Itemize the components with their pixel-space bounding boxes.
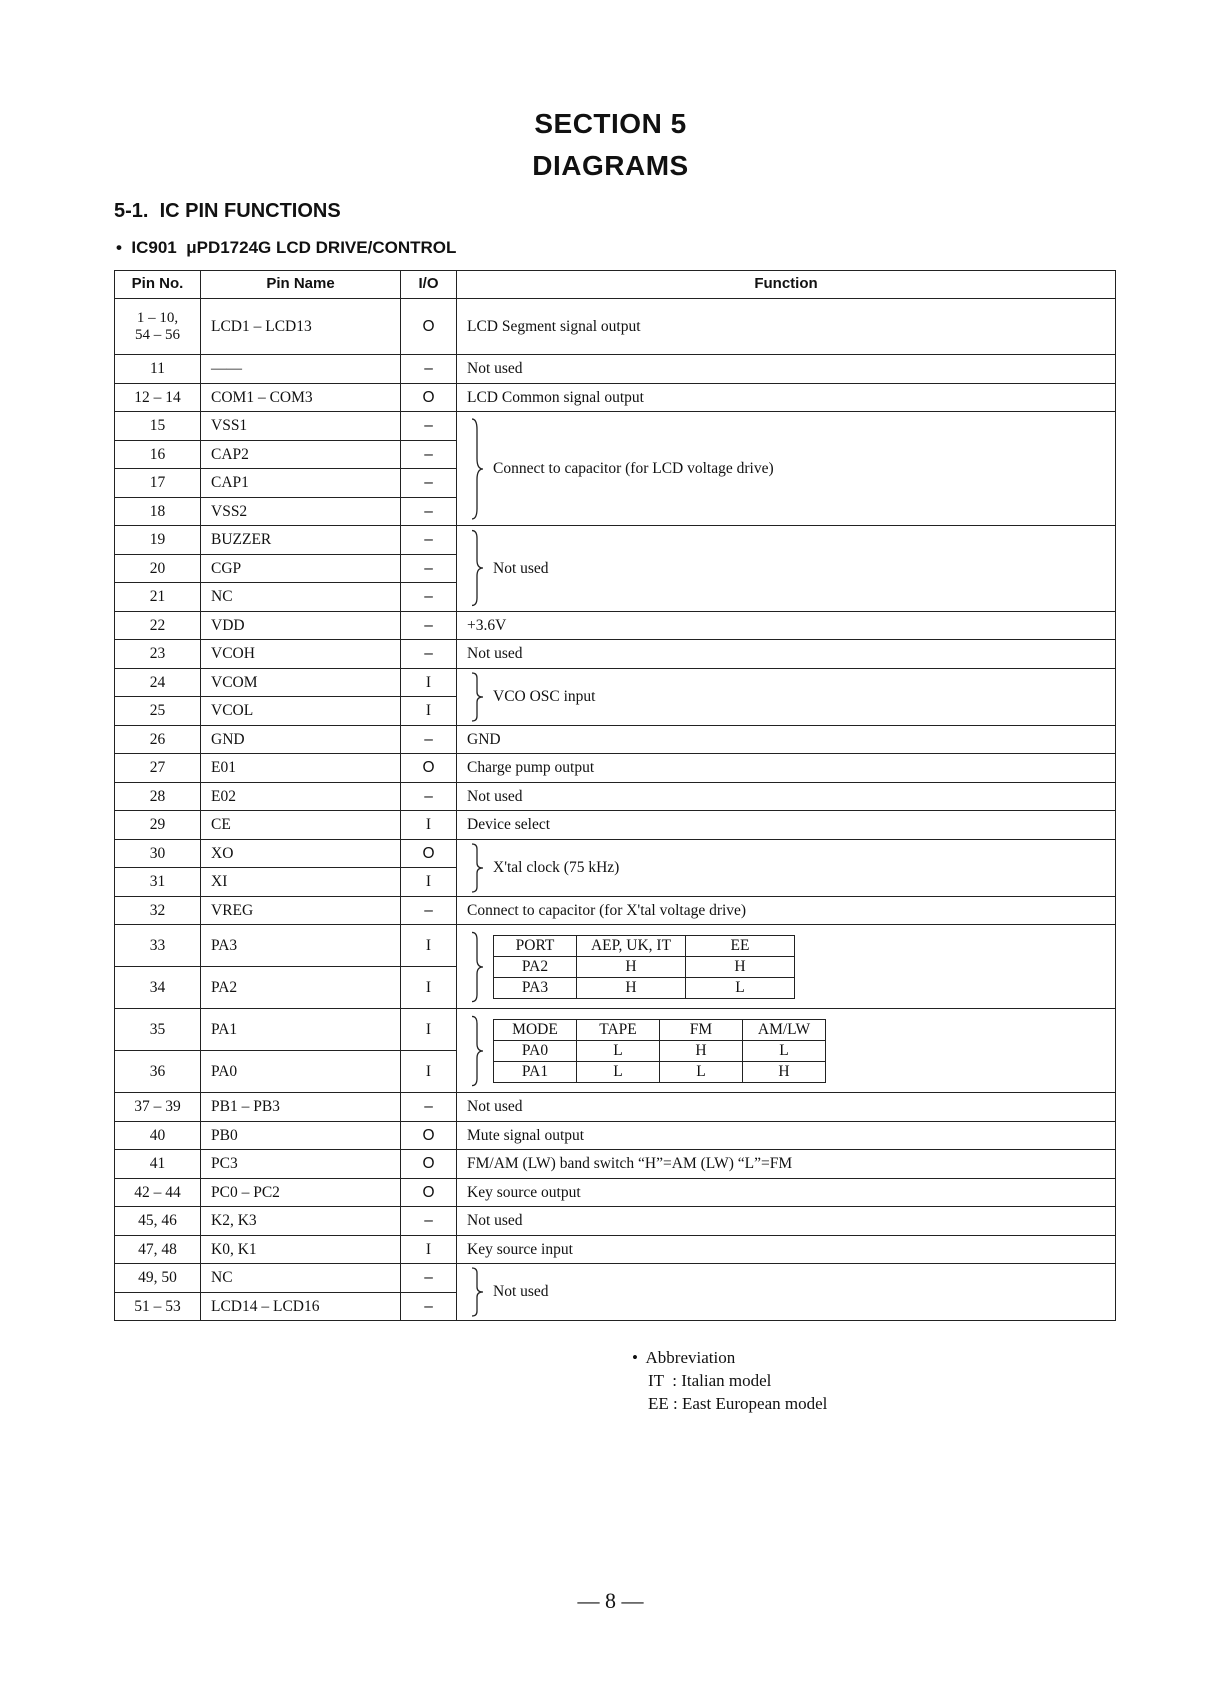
port-cell: H — [577, 977, 686, 998]
pin-name: LCD14 – LCD16 — [201, 1292, 401, 1321]
pin-io: O — [401, 1121, 457, 1150]
pin-name: XO — [201, 839, 401, 868]
pin-io: – — [401, 640, 457, 669]
pin-no: 15 — [115, 412, 201, 441]
pin-function: Mute signal output — [457, 1121, 1116, 1150]
pin-io: – — [401, 1207, 457, 1236]
port-header-cell: EE — [686, 935, 795, 956]
pin-io: I — [401, 668, 457, 697]
pin-function-group — [457, 925, 1116, 1009]
pin-name: VCOM — [201, 668, 401, 697]
pin-no: 42 – 44 — [115, 1178, 201, 1207]
mode-cell: L — [660, 1061, 743, 1082]
pin-no: 49, 50 — [115, 1264, 201, 1293]
mode-header-cell: TAPE — [577, 1019, 660, 1040]
pin-no: 47, 48 — [115, 1235, 201, 1264]
pin-no: 41 — [115, 1150, 201, 1179]
mode-cell: L — [577, 1040, 660, 1061]
right-brace-icon — [471, 417, 485, 521]
function-text: Not used — [493, 559, 549, 577]
pin-name: PA2 — [201, 967, 401, 1009]
pin-function: Device select — [457, 811, 1116, 840]
col-header-io: I/O — [401, 271, 457, 299]
pin-name: VCOH — [201, 640, 401, 669]
pin-name: PA1 — [201, 1009, 401, 1051]
pin-name: XI — [201, 868, 401, 897]
right-brace-icon — [471, 672, 485, 722]
mode-cell: PA1 — [494, 1061, 577, 1082]
abbreviation-title: • Abbreviation — [632, 1348, 736, 1367]
port-table — [493, 935, 795, 999]
pin-name: E02 — [201, 782, 401, 811]
pin-io: – — [401, 497, 457, 526]
mode-header-cell: MODE — [494, 1019, 577, 1040]
pin-no: 27 — [115, 754, 201, 783]
pin-name: K0, K1 — [201, 1235, 401, 1264]
table-row — [115, 640, 1116, 669]
right-brace-icon — [471, 843, 485, 893]
table-row — [115, 782, 1116, 811]
table-row — [115, 1093, 1116, 1122]
mode-table-header — [494, 1019, 826, 1040]
pin-name: NC — [201, 1264, 401, 1293]
table-row — [115, 725, 1116, 754]
pin-io: O — [401, 1178, 457, 1207]
port-table-row — [494, 956, 795, 977]
table-row — [115, 412, 1116, 441]
pin-name: PA3 — [201, 925, 401, 967]
pin-io: – — [401, 1292, 457, 1321]
pin-no: 37 – 39 — [115, 1093, 201, 1122]
function-text: VCO OSC input — [493, 687, 596, 705]
pin-io: I — [401, 811, 457, 840]
subsection-heading: 5-1. IC PIN FUNCTIONS — [114, 200, 341, 222]
pin-function: +3.6V — [457, 611, 1116, 640]
pin-no: 33 — [115, 925, 201, 967]
mode-table-row — [494, 1040, 826, 1061]
table-row — [115, 1178, 1116, 1207]
pin-function-group — [457, 526, 1116, 612]
right-brace-icon — [471, 529, 485, 607]
table-header-row — [115, 271, 1116, 299]
pin-function-group — [457, 1009, 1116, 1093]
pin-function-group — [457, 839, 1116, 896]
right-brace-icon — [471, 1015, 485, 1087]
pin-name: CAP2 — [201, 440, 401, 469]
mode-cell: PA0 — [494, 1040, 577, 1061]
pin-name: PC3 — [201, 1150, 401, 1179]
pin-function-group — [457, 412, 1116, 526]
pin-function: Key source output — [457, 1178, 1116, 1207]
table-row — [115, 611, 1116, 640]
pin-name: VREG — [201, 896, 401, 925]
pin-no: 11 — [115, 355, 201, 384]
pin-no: 32 — [115, 896, 201, 925]
table-row — [115, 811, 1116, 840]
pin-no: 21 — [115, 583, 201, 612]
pin-io: – — [401, 896, 457, 925]
pin-io: I — [401, 967, 457, 1009]
pin-io: O — [401, 754, 457, 783]
mode-cell: H — [660, 1040, 743, 1061]
pin-io: O — [401, 299, 457, 355]
table-row — [115, 925, 1116, 967]
pin-name: PC0 – PC2 — [201, 1178, 401, 1207]
function-text: Not used — [493, 1283, 549, 1301]
pin-io: – — [401, 1264, 457, 1293]
col-header-function: Function — [457, 271, 1116, 299]
port-header-cell: PORT — [494, 935, 577, 956]
pin-name: COM1 – COM3 — [201, 383, 401, 412]
pin-function: Not used — [457, 1093, 1116, 1122]
pin-no: 40 — [115, 1121, 201, 1150]
table-row — [115, 526, 1116, 555]
pin-name: NC — [201, 583, 401, 612]
pin-io: – — [401, 611, 457, 640]
pin-io: I — [401, 925, 457, 967]
port-cell: H — [686, 956, 795, 977]
pin-function-group — [457, 668, 1116, 725]
pin-function: LCD Segment signal output — [457, 299, 1116, 355]
abbreviation-line: IT : Italian model — [648, 1371, 772, 1390]
pin-io: I — [401, 1235, 457, 1264]
port-cell: PA2 — [494, 956, 577, 977]
pin-name: E01 — [201, 754, 401, 783]
pin-no: 36 — [115, 1051, 201, 1093]
pin-no: 45, 46 — [115, 1207, 201, 1236]
abbreviation-line: EE : East European model — [648, 1394, 828, 1413]
right-brace-icon — [471, 931, 485, 1003]
pin-no: 18 — [115, 497, 201, 526]
col-header-pin-name: Pin Name — [201, 271, 401, 299]
pin-function: Not used — [457, 640, 1116, 669]
pin-name: VCOL — [201, 697, 401, 726]
pin-no: 19 — [115, 526, 201, 555]
pin-no: 29 — [115, 811, 201, 840]
table-row — [115, 299, 1116, 355]
pin-io: – — [401, 1093, 457, 1122]
pin-io: O — [401, 383, 457, 412]
table-row — [115, 1150, 1116, 1179]
pin-function: Charge pump output — [457, 754, 1116, 783]
pin-io: – — [401, 554, 457, 583]
mode-cell: L — [577, 1061, 660, 1082]
pin-name: CE — [201, 811, 401, 840]
page-number: — 8 — — [577, 1588, 644, 1613]
pin-name: PB1 – PB3 — [201, 1093, 401, 1122]
pin-function-group — [457, 1264, 1116, 1321]
pin-no: 16 — [115, 440, 201, 469]
pin-function: GND — [457, 725, 1116, 754]
pin-name: VDD — [201, 611, 401, 640]
pin-name: CAP1 — [201, 469, 401, 498]
mode-cell: L — [743, 1040, 826, 1061]
col-header-pin-no: Pin No. — [115, 271, 201, 299]
pin-name: —— — [201, 355, 401, 384]
pin-no: 20 — [115, 554, 201, 583]
pin-io: – — [401, 782, 457, 811]
pin-no: 51 – 53 — [115, 1292, 201, 1321]
pin-no: 17 — [115, 469, 201, 498]
function-text: X'tal clock (75 kHz) — [493, 858, 620, 876]
port-table-row — [494, 977, 795, 998]
pin-no: 12 – 14 — [115, 383, 201, 412]
table-row — [115, 383, 1116, 412]
mode-table-row — [494, 1061, 826, 1082]
ic-heading: • IC901 μPD1724G LCD DRIVE/CONTROL — [116, 238, 457, 257]
pin-function: Not used — [457, 1207, 1116, 1236]
port-cell: H — [577, 956, 686, 977]
pin-name: K2, K3 — [201, 1207, 401, 1236]
pin-no: 26 — [115, 725, 201, 754]
table-row — [115, 896, 1116, 925]
pin-io: I — [401, 1051, 457, 1093]
pin-function: FM/AM (LW) band switch “H”=AM (LW) “L”=FM — [457, 1150, 1116, 1179]
function-text: Connect to capacitor (for LCD voltage drive) — [493, 459, 774, 477]
pin-name: PA0 — [201, 1051, 401, 1093]
table-row — [115, 355, 1116, 384]
pin-no: 34 — [115, 967, 201, 1009]
table-row — [115, 1009, 1116, 1051]
table-row — [115, 1235, 1116, 1264]
mode-cell: H — [743, 1061, 826, 1082]
mode-table — [493, 1019, 826, 1083]
pin-no: 1 – 10, 54 – 56 — [115, 299, 201, 355]
port-cell: PA3 — [494, 977, 577, 998]
pin-name: CGP — [201, 554, 401, 583]
pin-io: – — [401, 725, 457, 754]
pin-io: O — [401, 839, 457, 868]
page-title: DIAGRAMS — [532, 150, 689, 181]
pin-io: – — [401, 412, 457, 441]
pin-function-table — [114, 270, 1116, 1321]
pin-function: Not used — [457, 355, 1116, 384]
pin-io: I — [401, 868, 457, 897]
pin-no: 28 — [115, 782, 201, 811]
pin-no: 22 — [115, 611, 201, 640]
table-row — [115, 754, 1116, 783]
section-number: SECTION 5 — [534, 108, 687, 139]
port-table-header — [494, 935, 795, 956]
table-row — [115, 668, 1116, 697]
pin-io: – — [401, 526, 457, 555]
pin-no: 31 — [115, 868, 201, 897]
pin-io: I — [401, 697, 457, 726]
abbreviation-note — [632, 1346, 828, 1415]
pin-name: LCD1 – LCD13 — [201, 299, 401, 355]
mode-header-cell: AM/LW — [743, 1019, 826, 1040]
pin-name: BUZZER — [201, 526, 401, 555]
pin-io: I — [401, 1009, 457, 1051]
pin-io: – — [401, 469, 457, 498]
pin-name: VSS2 — [201, 497, 401, 526]
mode-header-cell: FM — [660, 1019, 743, 1040]
port-cell: L — [686, 977, 795, 998]
pin-function: Connect to capacitor (for X'tal voltage drive) — [457, 896, 1116, 925]
pin-name: PB0 — [201, 1121, 401, 1150]
pin-io: – — [401, 583, 457, 612]
table-row — [115, 839, 1116, 868]
pin-function: Key source input — [457, 1235, 1116, 1264]
port-header-cell: AEP, UK, IT — [577, 935, 686, 956]
pin-io: – — [401, 440, 457, 469]
table-row — [115, 1207, 1116, 1236]
pin-no: 30 — [115, 839, 201, 868]
pin-no: 25 — [115, 697, 201, 726]
pin-no: 23 — [115, 640, 201, 669]
pin-no: 35 — [115, 1009, 201, 1051]
pin-name: VSS1 — [201, 412, 401, 441]
pin-io: O — [401, 1150, 457, 1179]
pin-function: LCD Common signal output — [457, 383, 1116, 412]
pin-io: – — [401, 355, 457, 384]
pin-no: 24 — [115, 668, 201, 697]
right-brace-icon — [471, 1267, 485, 1317]
pin-function: Not used — [457, 782, 1116, 811]
table-row — [115, 1121, 1116, 1150]
table-row — [115, 1264, 1116, 1293]
pin-name: GND — [201, 725, 401, 754]
